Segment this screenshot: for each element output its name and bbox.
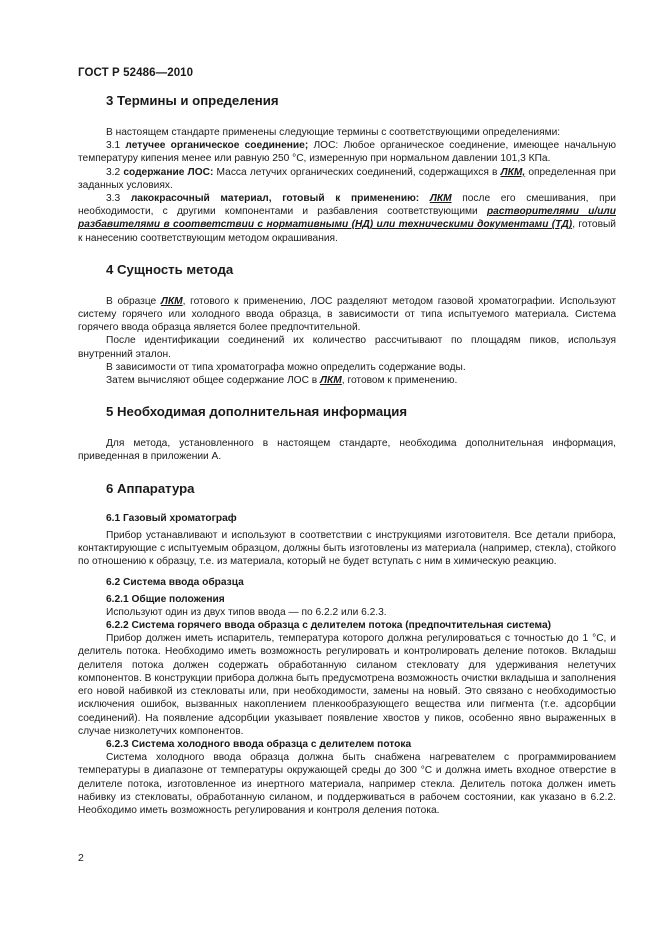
- term-3-2-number: 3.2: [106, 166, 124, 178]
- subsection-6-1-para: Прибор устанавливают и используют в соответствии с инструкциями изготовителя. Все детали прибора, контактирующие с испытуемым образцом, должны быть изготовлены из материала (например, стекла), стойкого по отношению к образцу, т.е. из материала, который не будет вступать с ним в химическую реакцию.: [78, 529, 616, 568]
- subsection-6-2-title: 6.2 Система ввода образца: [106, 577, 244, 589]
- section-4-link-lkm-2[interactable]: ЛКМ: [320, 375, 342, 387]
- section-6-title: 6 Аппаратура: [106, 480, 195, 496]
- section-4-link-lkm-1[interactable]: ЛКМ: [160, 295, 183, 307]
- section-4-title: 4 Сущность метода: [106, 261, 234, 277]
- term-3-3-term: лакокрасочный материал, готовый к применению:: [130, 193, 420, 205]
- subsection-6-2-1-title: 6.2.1 Общие положения: [106, 593, 225, 605]
- page-number: 2: [78, 852, 84, 864]
- section-3-title: 3 Термины и определения: [106, 93, 279, 108]
- term-3-3-link-lkm[interactable]: ЛКМ: [429, 193, 452, 205]
- section-4-para-4-b: , готовом к применению.: [341, 375, 458, 387]
- section-3-intro: В настоящем стандарте применены следующие термины с соответствующими определениями:: [106, 127, 561, 138]
- term-3-1-number: 3.1: [106, 140, 126, 152]
- document-header: ГОСТ Р 52486—2010: [78, 67, 194, 79]
- term-3-3-def-a: после его смешивания, при необходимости, с другими компонентами и разбавления соответствующими: [78, 193, 616, 218]
- section-5-para-1: Для метода, установленного в настоящем стандарте, необходима дополнительная информация, приведенная в приложении А.: [78, 438, 616, 463]
- term-3-2-def-b: определенная при заданных условиях.: [78, 166, 616, 191]
- section-4-para-4-a: Затем вычисляют общее содержание ЛОС в: [106, 375, 321, 387]
- subsection-6-2-1-para: Используют один из двух типов ввода — по 6.2.2 или 6.2.3.: [106, 606, 387, 618]
- term-3-3-def-b: , готовый к нанесению соответствующим методом окрашивания.: [78, 219, 616, 244]
- term-3-3-link-solvents[interactable]: растворителями и/или разбавителями в соответствии с нормативными (НД) или техническими документами (ТД): [78, 206, 616, 231]
- subsection-6-2-3-para: Система холодного ввода образца должна быть снабжена нагревателем с программированием температуры в диапазоне от температуры окружающей среды до 300 °С и должна иметь входное отверстие в делителе потока, изготовленное из инертного материала, например стекла. Делитель потока должен иметь набивку из стекловаты, обработанную силаном, и поддерживаться в рабочем состоянии, как указано в 6.2.2. Необходимо иметь возможность регулирования и контроля деления потока.: [78, 752, 616, 816]
- term-3-2-term: содержание ЛОС:: [123, 166, 214, 178]
- subsection-6-2-2-title: 6.2.2 Система горячего ввода образца с делителем потока (предпочтительная система): [106, 620, 552, 632]
- section-4-para-1: [78, 295, 616, 335]
- term-3-3-space: [419, 193, 430, 204]
- subsection-6-2-3-title: 6.2.3 Система холодного ввода образца с делителем потока: [106, 738, 412, 750]
- section-4-para-1-b: , готового к применению, ЛОС разделяют методом газовой хроматографии. Используют систему горячего или холодного ввода образца, в зависимости от типа испытуемого материала. Система горячего ввода образца является более предпочтительной.: [78, 295, 617, 334]
- term-3-3: [78, 192, 616, 245]
- section-4-para-1-a: В образце: [106, 295, 161, 307]
- term-3-2-link-lkm[interactable]: ЛКМ,: [500, 166, 526, 178]
- term-3-1: [78, 139, 616, 165]
- term-3-2: [78, 166, 616, 192]
- section-4-para-4: [78, 374, 616, 387]
- section-4-para-3: В зависимости от типа хроматографа можно определить содержание воды.: [106, 361, 466, 373]
- term-3-1-term: летучее органическое соединение;: [125, 140, 309, 152]
- term-3-3-number: 3.3: [106, 193, 131, 205]
- subsection-6-2-2-para: Прибор должен иметь испаритель, температура которого должна регулироваться с точностью до 1 °С, и делитель потока. Необходимо иметь возможность регулировать и контролировать деление потоков. Вкладыш делителя потока должен содержать обработанную силаном стекловату для удерживания нелетучих компонентов. В конструкции прибора должна быть предусмотрена возможность очистки вкладыша и заполнения его новой набивкой из стекловаты или, при необходимости, замены на новый. Это связано с необходимостью исключения ошибок, вызванных накоплением пленкообразующего вещества или пигмента (т.е. адсорбции соединений). На появление адсорбции указывает появление хвостов у пиков, особенно явно выраженных в случае низколетучих компонентов.: [78, 633, 616, 737]
- page-content: [78, 93, 616, 817]
- term-3-2-def-a: Масса летучих органических соединений, содержащихся в: [213, 166, 501, 178]
- section-4-para-2: После идентификации соединений их количество рассчитывают по площадям пиков, используя внутренний эталон.: [78, 335, 616, 360]
- subsection-6-1-title: 6.1 Газовый хроматограф: [106, 512, 237, 524]
- term-3-1-definition: ЛОС: Любое органическое соединение, имеющее начальную температуру кипения менее или равную 250 °С, измеренную при нормальном давлении 101,3 КПа.: [78, 140, 617, 165]
- section-5-title: 5 Необходимая дополнительная информация: [106, 404, 408, 420]
